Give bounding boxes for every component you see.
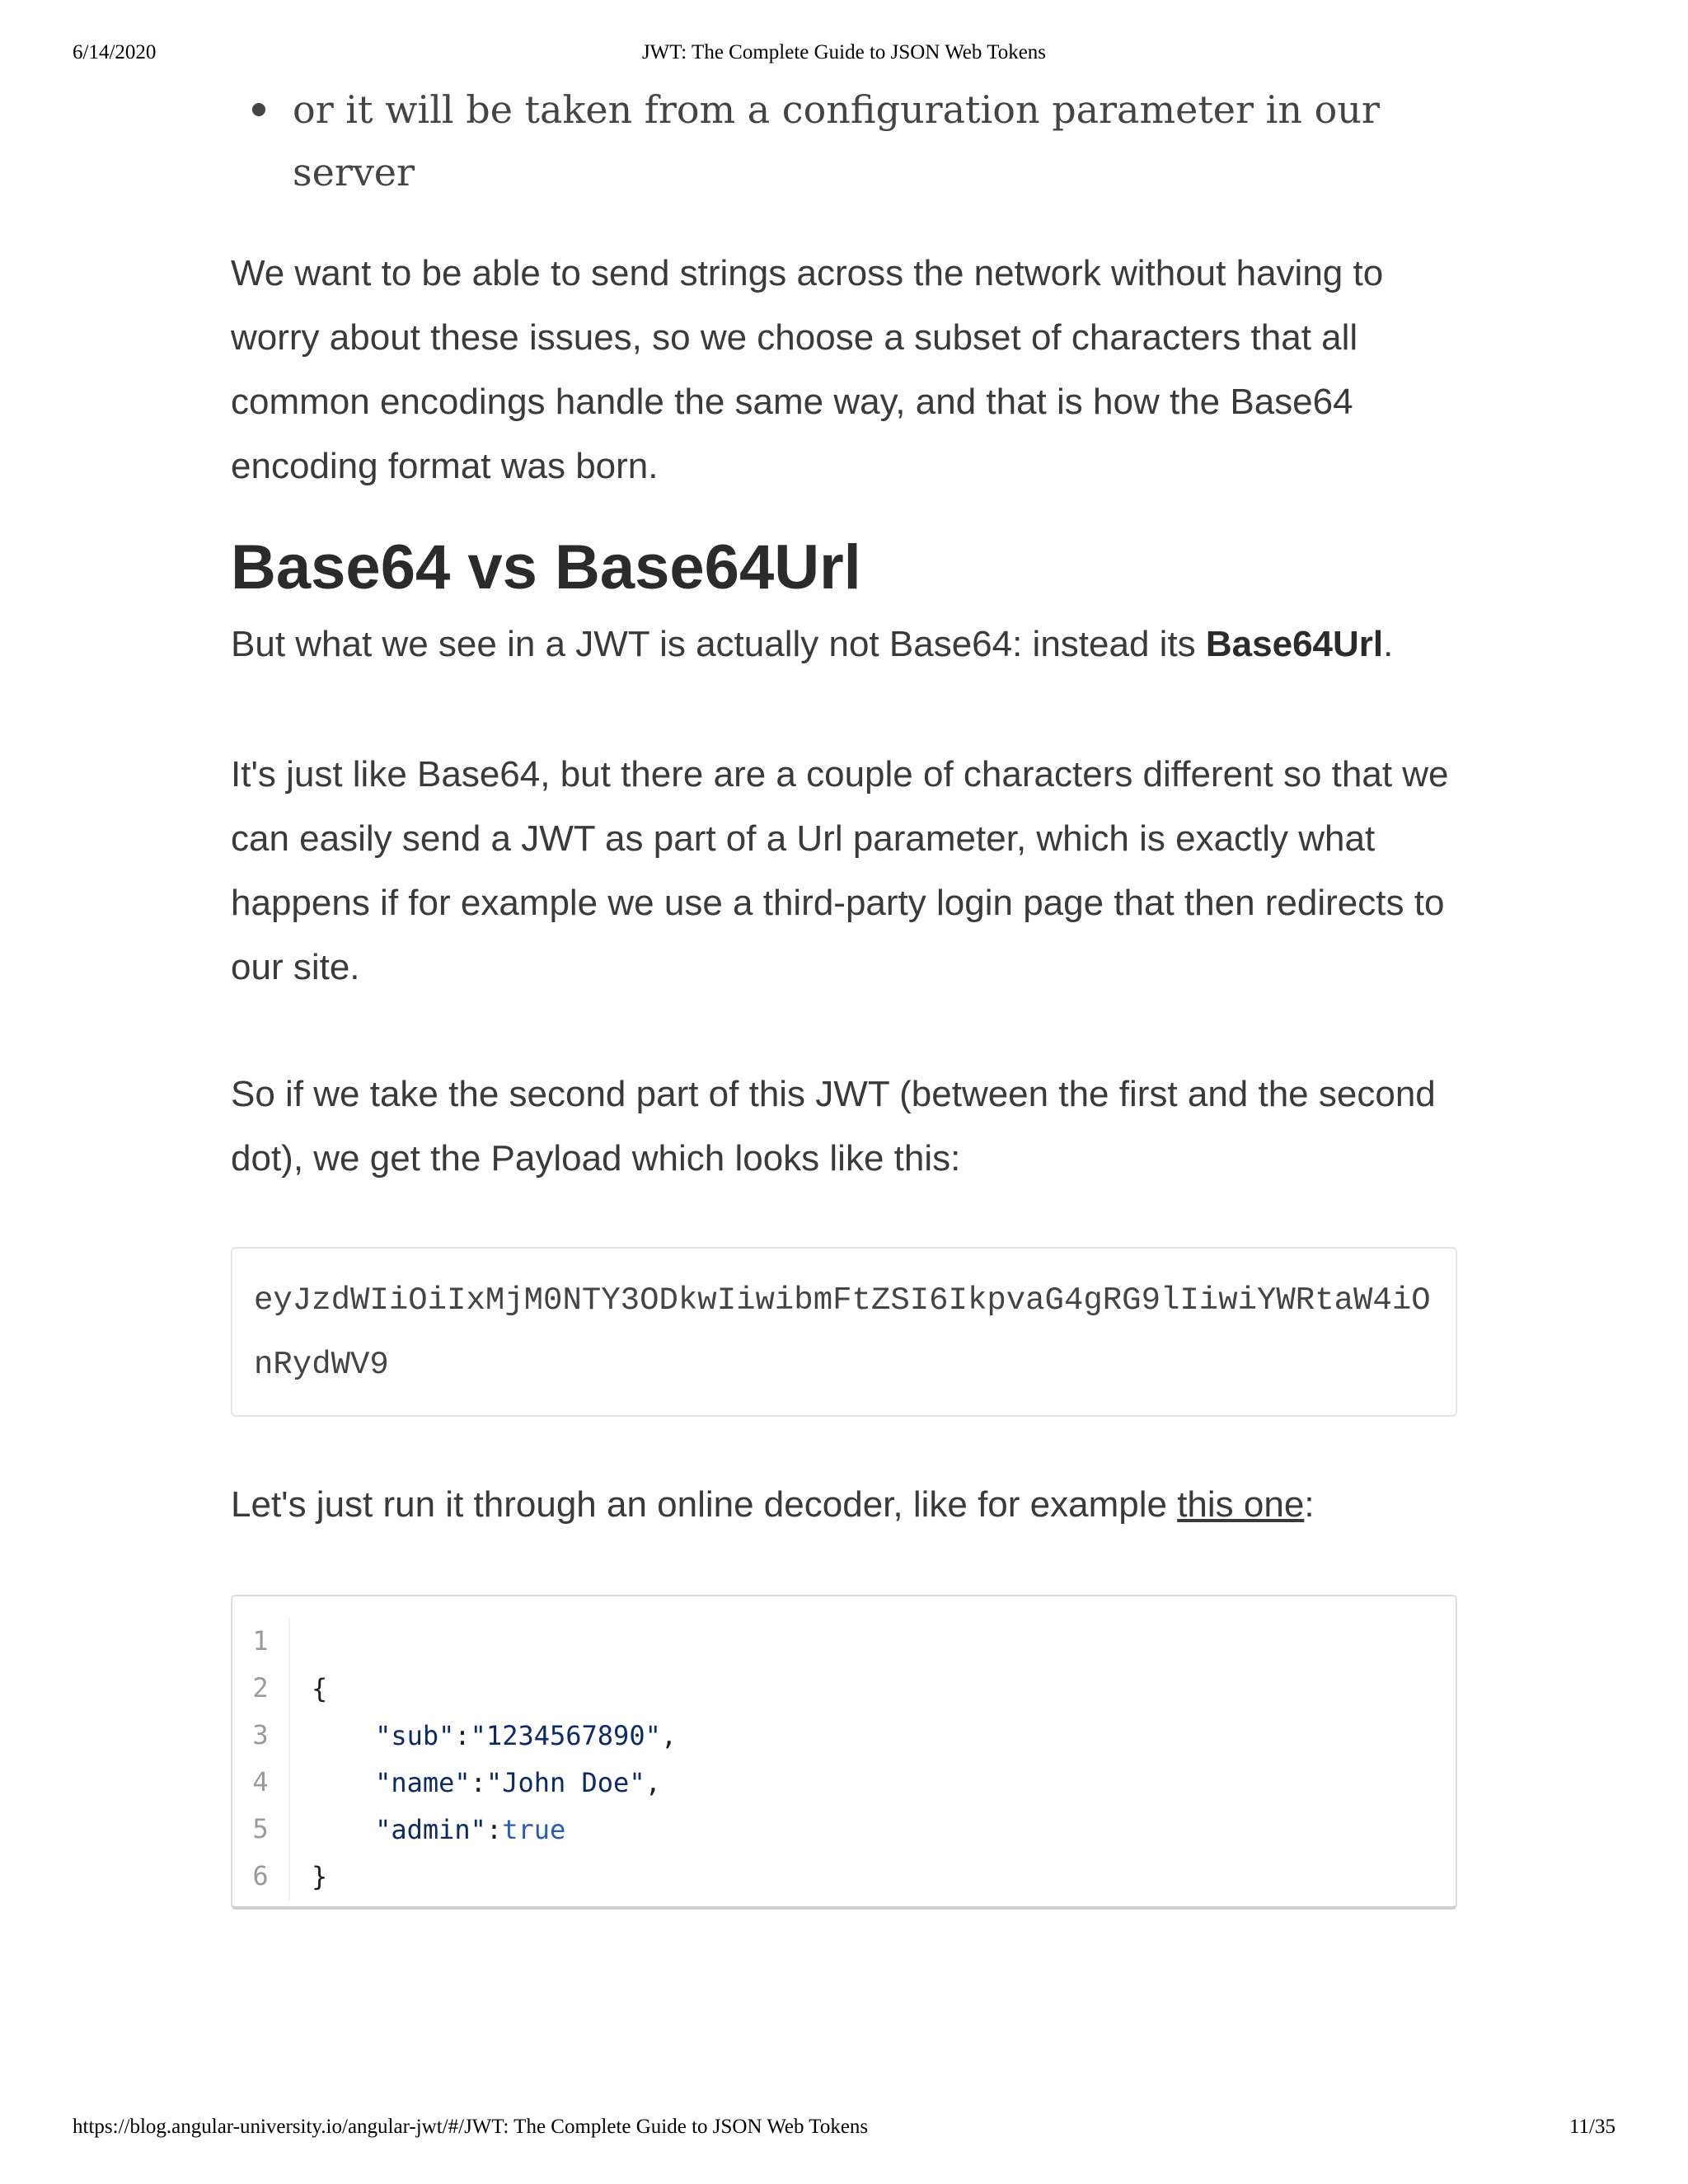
bold-term: Base64Url	[1205, 624, 1384, 664]
json-key: "name"	[375, 1766, 471, 1798]
decoder-link[interactable]: this one	[1177, 1484, 1305, 1525]
json-key: "sub"	[375, 1719, 455, 1751]
token-code-block: eyJzdWIiOiIxMjM0NTY3ODkwIiwibmFtZSI6IkpvaG4gRG9lIiwiYWRtaW4iOnRydWV9	[231, 1247, 1457, 1417]
paragraph-payload: So if we take the second part of this JWT (between the first and the second dot), we get the Payload which looks like this:	[231, 1074, 1436, 1179]
json-string: "1234567890"	[470, 1719, 661, 1751]
list-item	[231, 78, 1457, 204]
article-content	[231, 78, 1457, 1910]
paragraph-url-parameter: It's just like Base64, but there are a couple of characters different so that we can easily send a JWT as part of a Url parameter, which is exactly what happens if for example we use a third-party login page that then redirects to our site.	[231, 754, 1449, 987]
print-title: JWT: The Complete Guide to JSON Web Tokens	[641, 41, 1047, 63]
line-number: 2	[232, 1665, 290, 1712]
code-text	[290, 1720, 677, 1751]
json-comma: ,	[645, 1766, 661, 1798]
code-line	[232, 1853, 1456, 1900]
code-text: {	[312, 1672, 328, 1704]
line-number: 6	[232, 1853, 290, 1900]
paragraph-decoder	[231, 1473, 1457, 1537]
code-text	[290, 1767, 661, 1798]
print-date: 6/14/2020	[73, 41, 157, 63]
code-line	[232, 1759, 1456, 1806]
json-string: "John Doe"	[485, 1766, 645, 1798]
json-key: "admin"	[375, 1813, 486, 1845]
code-line	[232, 1806, 1456, 1853]
code-line	[232, 1665, 1456, 1712]
json-separator: :	[470, 1766, 486, 1798]
paragraph-text: Let's just run it through an online decoder, like for example	[231, 1484, 1178, 1525]
section-heading: Base64 vs Base64Url	[231, 532, 861, 602]
json-separator: :	[454, 1719, 471, 1751]
paragraph-base64url	[231, 612, 1457, 677]
paragraph-text: .	[1383, 624, 1394, 664]
json-separator: :	[485, 1813, 503, 1845]
line-number: 1	[232, 1618, 290, 1665]
list-item-text: or it will be taken from a configuration parameter in our server	[293, 87, 1380, 194]
line-number: 3	[232, 1712, 290, 1759]
bullet-icon	[252, 103, 265, 116]
json-comma: ,	[660, 1719, 678, 1751]
paragraph-text: But what we see in a JWT is actually not Base64: instead its	[231, 624, 1206, 664]
code-text: }	[312, 1860, 328, 1892]
page-number: 11/35	[1568, 2116, 1615, 2138]
code-line	[232, 1618, 1456, 1665]
paragraph-text: :	[1304, 1484, 1315, 1525]
line-number: 5	[232, 1806, 290, 1853]
print-url: https://blog.angular-university.io/angular-jwt/#/JWT: The Complete Guide to JSON Web Tokens	[73, 2116, 869, 2138]
line-number: 4	[232, 1759, 290, 1806]
json-code-block	[231, 1595, 1457, 1910]
code-text	[290, 1814, 565, 1845]
json-boolean: true	[502, 1813, 566, 1845]
code-line	[232, 1712, 1456, 1759]
paragraph-base64-origin: We want to be able to send strings across the network without having to worry about these issues, so we choose a subset of characters that all common encodings handle the same way, and that is how the Base64 encoding format was born.	[231, 253, 1384, 486]
